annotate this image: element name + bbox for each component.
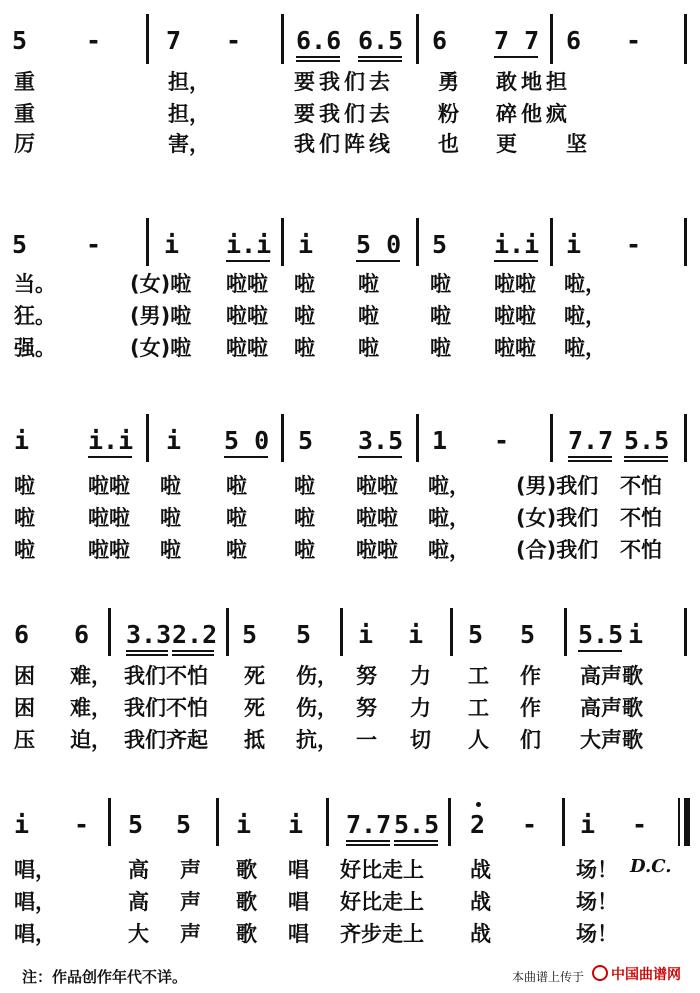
composition-note: 注：作品创作年代不详。 bbox=[22, 968, 188, 986]
lyric: 努 bbox=[356, 696, 377, 720]
barline bbox=[684, 14, 687, 64]
note: 7.7 bbox=[346, 810, 392, 839]
lyric: 啦啦 bbox=[356, 506, 398, 530]
underline bbox=[172, 654, 214, 656]
lyric: (男)啦 bbox=[130, 304, 192, 328]
lyric: 厉 bbox=[14, 132, 35, 156]
note: - bbox=[522, 810, 538, 839]
underline bbox=[88, 456, 132, 458]
lyric: 我们不怕 bbox=[124, 664, 208, 688]
lyric: 难， bbox=[70, 664, 112, 688]
underline bbox=[346, 844, 390, 846]
lyric: (女)啦 bbox=[130, 336, 192, 360]
underline bbox=[394, 840, 438, 842]
lyric: 唱， bbox=[14, 858, 56, 882]
lyric: 场！ bbox=[576, 890, 618, 914]
underline bbox=[296, 60, 340, 62]
lyric: 歌 bbox=[236, 858, 257, 882]
barline bbox=[146, 14, 149, 64]
lyric: 伤， bbox=[296, 696, 338, 720]
note: 7.7 bbox=[568, 426, 614, 455]
lyric: 啦 bbox=[14, 506, 35, 530]
lyric: 死 bbox=[244, 664, 265, 688]
lyric: 啦啦 bbox=[494, 304, 536, 328]
underline bbox=[494, 56, 538, 58]
note: 5 bbox=[242, 620, 258, 649]
lyric: 啦 bbox=[294, 474, 315, 498]
lyric: 们 bbox=[520, 728, 541, 752]
lyric: 啦啦 bbox=[494, 272, 536, 296]
lyric: 人 bbox=[468, 728, 489, 752]
barline bbox=[326, 798, 329, 846]
lyric: 啦 bbox=[294, 304, 315, 328]
note: 1 bbox=[432, 426, 448, 455]
lyric: 啦 bbox=[14, 474, 35, 498]
lyric: 碎他疯 bbox=[496, 102, 571, 126]
lyric: 啦 bbox=[226, 506, 247, 530]
barline bbox=[340, 608, 343, 656]
lyric: 当。 bbox=[14, 272, 56, 296]
barline bbox=[146, 414, 149, 462]
lyric: 啦啦 bbox=[226, 336, 268, 360]
lyric: 重 bbox=[14, 102, 35, 126]
underline bbox=[296, 56, 340, 58]
note: i bbox=[14, 426, 30, 455]
lyric: 唱 bbox=[288, 922, 309, 946]
logo-icon bbox=[592, 965, 608, 981]
note: 5 bbox=[296, 620, 312, 649]
lyric: 我们阵线 bbox=[294, 132, 394, 156]
note: - bbox=[494, 426, 510, 455]
lyric: 齐步走上 bbox=[340, 922, 424, 946]
note: 5 bbox=[12, 26, 28, 55]
lyric: 啦， bbox=[564, 304, 606, 328]
high-octave-dot bbox=[476, 802, 481, 807]
note: 3.5 bbox=[358, 426, 404, 455]
lyric: 啦， bbox=[564, 336, 606, 360]
lyric: 作 bbox=[520, 696, 541, 720]
lyric: (女)我们 bbox=[516, 506, 599, 530]
barline bbox=[108, 608, 111, 656]
lyric: 切 bbox=[410, 728, 431, 752]
lyric: 声 bbox=[180, 890, 201, 914]
barline bbox=[684, 414, 687, 462]
barline bbox=[550, 14, 553, 64]
barline bbox=[216, 798, 219, 846]
barline bbox=[448, 798, 451, 846]
lyric: 更 bbox=[496, 132, 517, 156]
note: 5.5 bbox=[394, 810, 440, 839]
lyric: 啦啦 bbox=[356, 538, 398, 562]
lyric: 战 bbox=[470, 922, 491, 946]
underline bbox=[346, 840, 390, 842]
lyric: 大声歌 bbox=[580, 728, 643, 752]
note: 6 bbox=[566, 26, 582, 55]
lyric: 声 bbox=[180, 922, 201, 946]
lyric: 伤， bbox=[296, 664, 338, 688]
lyric: (合)我们 bbox=[516, 538, 599, 562]
lyric: 压 bbox=[14, 728, 35, 752]
note: i.i bbox=[88, 426, 134, 455]
barline bbox=[281, 218, 284, 266]
lyric: 力 bbox=[410, 696, 431, 720]
note: 5 bbox=[128, 810, 144, 839]
lyric: 歌 bbox=[236, 890, 257, 914]
note: i bbox=[236, 810, 252, 839]
lyric: 啦 bbox=[358, 304, 379, 328]
barline bbox=[684, 218, 687, 266]
lyric: 啦啦 bbox=[494, 336, 536, 360]
barline bbox=[281, 14, 284, 64]
lyric: 啦 bbox=[14, 538, 35, 562]
note: 5.5 bbox=[624, 426, 670, 455]
note: 5 bbox=[432, 230, 448, 259]
lyric: 唱， bbox=[14, 890, 56, 914]
lyric: 好比走上 bbox=[340, 858, 424, 882]
lyric: 坚 bbox=[566, 132, 587, 156]
lyric: 粉 bbox=[438, 102, 459, 126]
lyric: 不怕 bbox=[620, 506, 662, 530]
lyric: 啦 bbox=[294, 336, 315, 360]
barline bbox=[550, 218, 553, 266]
note: 6 bbox=[74, 620, 90, 649]
lyric: 啦， bbox=[564, 272, 606, 296]
lyric: 唱， bbox=[14, 922, 56, 946]
note: i bbox=[580, 810, 596, 839]
barline bbox=[684, 608, 687, 656]
note: - bbox=[626, 26, 642, 55]
note: 6.5 bbox=[358, 26, 404, 55]
lyric: 大 bbox=[128, 922, 149, 946]
lyric: 啦 bbox=[294, 506, 315, 530]
lyric: 战 bbox=[470, 858, 491, 882]
note: i bbox=[358, 620, 374, 649]
underline bbox=[226, 260, 270, 262]
barline bbox=[146, 218, 149, 266]
note: 2.2 bbox=[172, 620, 218, 649]
lyric: 啦 bbox=[430, 304, 451, 328]
note: 7 bbox=[166, 26, 182, 55]
lyric: 强。 bbox=[14, 336, 56, 360]
lyric: 啦 bbox=[160, 538, 181, 562]
lyric: 努 bbox=[356, 664, 377, 688]
note: i bbox=[166, 426, 182, 455]
lyric: 啦啦 bbox=[226, 272, 268, 296]
lyric: 啦 bbox=[226, 474, 247, 498]
lyric: 高声歌 bbox=[580, 696, 643, 720]
lyric: 力 bbox=[410, 664, 431, 688]
lyric: 高 bbox=[128, 858, 149, 882]
barline bbox=[550, 414, 553, 462]
note: - bbox=[74, 810, 90, 839]
note: 6 bbox=[14, 620, 30, 649]
note: 5 0 bbox=[356, 230, 402, 259]
barline bbox=[108, 798, 111, 846]
note: - bbox=[86, 26, 102, 55]
underline bbox=[394, 844, 438, 846]
lyric: 害， bbox=[168, 132, 210, 156]
lyric: 工 bbox=[468, 664, 489, 688]
lyric: 战 bbox=[470, 890, 491, 914]
underline bbox=[358, 60, 402, 62]
barline bbox=[450, 608, 453, 656]
lyric: 担， bbox=[168, 102, 210, 126]
note: i.i bbox=[494, 230, 540, 259]
note: - bbox=[226, 26, 242, 55]
site-logo[interactable] bbox=[592, 964, 681, 984]
barline bbox=[226, 608, 229, 656]
lyric: 我们不怕 bbox=[124, 696, 208, 720]
lyric: 一 bbox=[356, 728, 377, 752]
lyric: 工 bbox=[468, 696, 489, 720]
note: i bbox=[628, 620, 644, 649]
lyric: 啦 bbox=[294, 272, 315, 296]
note: 5 bbox=[298, 426, 314, 455]
underline bbox=[172, 650, 214, 652]
lyric: 啦 bbox=[226, 538, 247, 562]
da-capo-mark: D.C. bbox=[630, 856, 672, 877]
note: 6.6 bbox=[296, 26, 342, 55]
barline bbox=[281, 414, 284, 462]
lyric: (女)啦 bbox=[130, 272, 192, 296]
note: 5 0 bbox=[224, 426, 270, 455]
lyric: 不怕 bbox=[620, 474, 662, 498]
note: i bbox=[288, 810, 304, 839]
lyric: 勇 bbox=[438, 70, 459, 94]
lyric: 啦啦 bbox=[356, 474, 398, 498]
note: 5 bbox=[12, 230, 28, 259]
lyric: 啦 bbox=[358, 336, 379, 360]
underline bbox=[358, 56, 402, 58]
lyric: 死 bbox=[244, 696, 265, 720]
note: i bbox=[566, 230, 582, 259]
barline bbox=[416, 14, 419, 64]
note: i bbox=[14, 810, 30, 839]
lyric: 啦啦 bbox=[226, 304, 268, 328]
note: - bbox=[632, 810, 648, 839]
lyric: 狂。 bbox=[14, 304, 56, 328]
note: 2 bbox=[470, 810, 486, 839]
note: 7 7 bbox=[494, 26, 540, 55]
lyric: 歌 bbox=[236, 922, 257, 946]
lyric: 重 bbox=[14, 70, 35, 94]
note: 5 bbox=[468, 620, 484, 649]
lyric: 啦 bbox=[294, 538, 315, 562]
note: i bbox=[164, 230, 180, 259]
lyric: 迫， bbox=[70, 728, 112, 752]
lyric: 好比走上 bbox=[340, 890, 424, 914]
barline bbox=[416, 414, 419, 462]
note: 5 bbox=[520, 620, 536, 649]
underline bbox=[224, 456, 268, 458]
lyric: 场！ bbox=[576, 858, 618, 882]
lyric: 高声歌 bbox=[580, 664, 643, 688]
underline bbox=[568, 460, 612, 462]
lyric: 不怕 bbox=[620, 538, 662, 562]
underline bbox=[494, 260, 538, 262]
lyric: 啦， bbox=[428, 538, 470, 562]
lyric: 啦 bbox=[430, 272, 451, 296]
lyric: 啦， bbox=[428, 506, 470, 530]
lyric: (男)我们 bbox=[516, 474, 599, 498]
note: 5.5 bbox=[578, 620, 624, 649]
lyric: 啦 bbox=[160, 474, 181, 498]
note: 5 bbox=[176, 810, 192, 839]
barline bbox=[416, 218, 419, 266]
lyric: 我们齐起 bbox=[124, 728, 208, 752]
lyric: 声 bbox=[180, 858, 201, 882]
lyric: 担， bbox=[168, 70, 210, 94]
note: i.i bbox=[226, 230, 272, 259]
lyric: 啦啦 bbox=[88, 538, 130, 562]
underline bbox=[126, 650, 168, 652]
underline bbox=[358, 456, 402, 458]
lyric: 作 bbox=[520, 664, 541, 688]
lyric: 困 bbox=[14, 664, 35, 688]
lyric: 啦 bbox=[430, 336, 451, 360]
note: 3.3 bbox=[126, 620, 172, 649]
lyric: 啦 bbox=[358, 272, 379, 296]
note: - bbox=[86, 230, 102, 259]
underline bbox=[624, 456, 668, 458]
lyric: 场！ bbox=[576, 922, 618, 946]
lyric: 难， bbox=[70, 696, 112, 720]
lyric: 啦， bbox=[428, 474, 470, 498]
lyric: 啦啦 bbox=[88, 474, 130, 498]
lyric: 啦啦 bbox=[88, 506, 130, 530]
underline bbox=[624, 460, 668, 462]
lyric: 要我们去 bbox=[294, 102, 394, 126]
final-barline-thin bbox=[678, 798, 680, 846]
lyric: 敢地担 bbox=[496, 70, 571, 94]
note: i bbox=[408, 620, 424, 649]
note: - bbox=[626, 230, 642, 259]
underline bbox=[578, 650, 622, 652]
note: i bbox=[298, 230, 314, 259]
lyric: 困 bbox=[14, 696, 35, 720]
underline bbox=[356, 260, 400, 262]
barline bbox=[564, 608, 567, 656]
underline bbox=[568, 456, 612, 458]
lyric: 也 bbox=[438, 132, 459, 156]
lyric: 抵 bbox=[244, 728, 265, 752]
final-barline-thick bbox=[684, 798, 690, 846]
lyric: 高 bbox=[128, 890, 149, 914]
lyric: 啦 bbox=[160, 506, 181, 530]
lyric: 唱 bbox=[288, 858, 309, 882]
lyric: 要我们去 bbox=[294, 70, 394, 94]
barline bbox=[562, 798, 565, 846]
lyric: 唱 bbox=[288, 890, 309, 914]
note: 6 bbox=[432, 26, 448, 55]
underline bbox=[126, 654, 168, 656]
lyric: 抗， bbox=[296, 728, 338, 752]
upload-source-text: 本曲谱上传于 bbox=[512, 970, 585, 984]
site-logo-text: 中国曲谱网 bbox=[611, 967, 681, 983]
